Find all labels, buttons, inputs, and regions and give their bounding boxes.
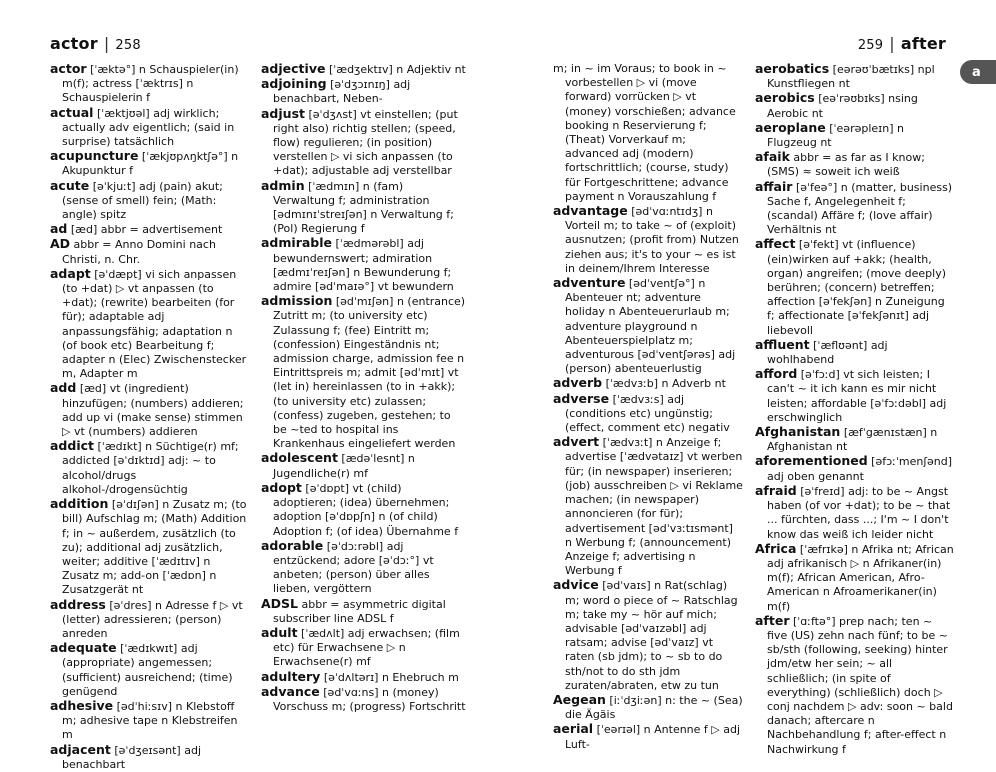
entry-definition: [əˈdʌltərɪ] n Ehebruch m xyxy=(320,670,459,684)
dictionary-entry xyxy=(553,392,743,436)
headword: aerobics xyxy=(755,90,815,106)
header-separator-left: | xyxy=(103,34,110,53)
entry-definition: [ˈæktə°] n Schauspieler(in) m(f); actress [ˈæktrɪs] n Schauspielerin f xyxy=(62,63,239,105)
column-2 xyxy=(261,62,466,714)
dictionary-entry xyxy=(261,685,466,714)
dictionary-entry xyxy=(261,62,466,77)
headword: actor xyxy=(50,61,87,76)
entry-definition: [əˈdres] n Adresse f ▷ vt (letter) adressieren; (person) anreden xyxy=(62,598,243,640)
headword: adventure xyxy=(553,275,626,291)
dictionary-entry xyxy=(261,626,466,670)
entry-definition: [eəˈrəʊbɪks] nsing Aerobic nt xyxy=(767,92,918,120)
dictionary-entry xyxy=(755,484,955,542)
headword: affect xyxy=(755,236,796,252)
entry-definition: [əˈdɪʃən] n Zusatz m; (to bill) Aufschlag m; (Math) Addition f; in ~ außerdem, zusätzlich (to zu); additional adj zusätzlich, weiter; additive [ˈædɪtɪv] n Zusatz m; add-on [ˈædɒn] n Zusatzgerät nt xyxy=(62,498,247,597)
headword: aerobatics xyxy=(755,61,830,76)
headword: acute xyxy=(50,177,90,193)
dictionary-entry xyxy=(261,539,466,597)
entry-definition: [ˈædʒektɪv] n Adjektiv nt xyxy=(325,63,466,76)
headword: adapt xyxy=(50,265,91,281)
headword: Africa xyxy=(755,540,797,556)
entry-definition: [ˈædmərəbl] adj bewundernswert; admiration [ædmɪˈreɪʃən] n Bewunderung f; admire [ədˈmaɪə°] vt bewundern xyxy=(273,237,454,294)
dictionary-entry xyxy=(755,121,955,150)
thumb-index-tab[interactable]: a xyxy=(960,60,996,84)
headword: Aegean xyxy=(553,691,606,707)
headword: aerial xyxy=(553,721,594,737)
dictionary-entry xyxy=(755,614,955,757)
entry-definition: [æfˈgænɪstæn] n Afghanistan nt xyxy=(767,426,938,454)
entry-definition: [ˈeərɪəl] n Antenne f ▷ adj Luft- xyxy=(565,723,741,751)
dictionary-entry xyxy=(755,237,955,337)
header-separator-right: | xyxy=(889,34,895,53)
entry-definition: [ˈædvɜːs] adj (conditions etc) ungünstig; (effect, comment etc) negativ xyxy=(565,392,730,435)
entry-definition: [ˈædʌlt] adj erwachsen; (film etc) für Erwachsene ▷ n Erwachsene(r) mf xyxy=(273,626,460,669)
dictionary-entry xyxy=(261,294,466,451)
dictionary-entry xyxy=(261,670,466,685)
dictionary-entry xyxy=(553,204,743,276)
dictionary-entry xyxy=(755,338,955,367)
headword: adolescent xyxy=(261,450,338,466)
headword: admission xyxy=(261,293,333,309)
entry-definition: [ədˈventʃə°] n Abenteuer nt; adventure holiday n Abenteuerurlaub m; adventure playground n Abenteuerspielplatz m; adventurous [ədˈventʃərəs] adj (person) abenteuerlustig xyxy=(565,277,736,376)
headword: adjective xyxy=(261,61,326,76)
dictionary-entry xyxy=(261,236,466,294)
dictionary-entry xyxy=(553,376,743,391)
headword: acupuncture xyxy=(50,148,139,164)
dictionary-entry xyxy=(755,367,955,425)
guide-word-left: actor xyxy=(50,34,98,53)
column-3 xyxy=(553,62,743,752)
dictionary-entry xyxy=(50,237,250,266)
entry-definition: [əˈfɔːd] vt sich leisten; I can't ~ it ich kann es mir nicht leisten; affordable [əˈfɔːdəbl] adj erschwinglich xyxy=(767,368,947,424)
entry-definition: [ədˈvɑːntɪdʒ] n Vorteil m; to take ~ of (exploit) ausnutzen; (profit from) Nutzen ziehen aus; it's to your ~ es ist in deinem/Ihrem Interesse xyxy=(565,205,739,275)
headword: adequate xyxy=(50,640,117,656)
headword: actual xyxy=(50,104,94,120)
dictionary-entry xyxy=(50,106,250,150)
dictionary-entry xyxy=(50,699,250,743)
entry-definition: [əˈdɒpt] vt (child) adoptieren; (idea) übernehmen; adoption [əˈdɒpʃn] n (of child) Adoption f; (of idea) Übernahme f xyxy=(273,481,459,538)
entry-definition: [ədˈvɑːns] n (money) Vorschuss m; (progress) Fortschritt xyxy=(273,685,466,713)
dictionary-entry xyxy=(50,149,250,178)
dictionary-entry xyxy=(261,481,466,539)
dictionary-entry xyxy=(261,107,466,179)
dictionary-entry xyxy=(50,179,250,223)
dictionary-entry xyxy=(755,62,955,91)
entry-definition: abbr = as far as I know; (SMS) ≈ soweit ich weiß xyxy=(767,151,925,179)
entry-definition: abbr = asymmetric digital subscriber line ADSL f xyxy=(273,597,446,625)
entry-definition: [ˈækjʊpʌŋktʃə°] n Akupunktur f xyxy=(62,150,239,178)
entry-definition: [ˈɑːftə°] prep nach; ten ~ five (US) zehn nach fünf; to be ~ sb/sth (following, seeking) hinter jdm/etw her sein; ~ all schließlich; (in spite of everything) (schließlich) doch ▷ conj nachdem ▷ adv: soon ~ bald danach; aftercare n Nachbehandlung f; after-effect n Nachwirkung f xyxy=(767,614,953,756)
page-number-left: 258 xyxy=(115,38,141,53)
dictionary-entry xyxy=(755,454,955,483)
entry-definition: [əˈdʒʌst] vt einstellen; (put right also) richtig stellen; (speed, flow) regulieren; (in position) verstellen ▷ vi sich anpassen (to +dat); adjustable adj verstellbar xyxy=(273,107,458,178)
headword: adorable xyxy=(261,537,324,553)
headword: add xyxy=(50,380,77,396)
dictionary-entry xyxy=(755,542,955,614)
entry-definition: m; in ~ im Voraus; to book in ~ vorbestellen ▷ vi (move forward) vorrücken ▷ vt (money) vorschießen; advance booking n Reservierung f; (Theat) Vorverkauf m; advanced adj (modern) fortschrittlich; (course, study) für Fortgeschrittene; advance payment n Vorauszahlung f xyxy=(553,62,736,203)
dictionary-entry xyxy=(261,597,466,626)
headword: address xyxy=(50,596,106,612)
entry-definition: [əˈfeə°] n (matter, business) Sache f, Angelegenheit f; (scandal) Affäre f; (love affair) Verhältnis nt xyxy=(767,180,953,237)
dictionary-entry xyxy=(553,693,743,722)
headword: adjoining xyxy=(261,76,327,92)
page-header-left xyxy=(50,34,141,53)
entry-definition: [ˈædmɪn] n (fam) Verwaltung f; administration [ədmɪnɪˈstreɪʃən] n Verwaltung f; (Pol) Regierung f xyxy=(273,179,454,236)
headword: adjacent xyxy=(50,741,111,757)
headword: afraid xyxy=(755,482,797,498)
headword: adjust xyxy=(261,105,305,121)
entry-definition: [əˈfekt] vt (influence) (ein)wirken auf +akk; (health, organ) angreifen; (move deeply) berühren; (concern) betreffen; affection [əˈfekʃən] n Zuneigung f; affectionate [əˈfekʃənɪt] adj liebevoll xyxy=(767,238,947,337)
headword: addict xyxy=(50,438,95,454)
dictionary-entry xyxy=(553,722,743,751)
headword: afaik xyxy=(755,149,790,165)
headword: advance xyxy=(261,683,320,699)
guide-word-right: after xyxy=(900,34,946,53)
entry-definition: [æd] vt (ingredient) hinzufügen; (numbers) addieren; add up vi (make sense) stimmen ▷ vt (numbers) addieren xyxy=(62,382,244,439)
headword: after xyxy=(755,612,790,628)
headword: aeroplane xyxy=(755,119,826,135)
page-number-right: 259 xyxy=(857,38,884,53)
headword: adultery xyxy=(261,668,321,684)
headword: addition xyxy=(50,496,109,512)
entry-definition: abbr = Anno Domini nach Christi, n. Chr. xyxy=(62,238,216,266)
entry-definition: [əfɔːˈmenʃənd] adj oben genannt xyxy=(767,455,953,483)
dictionary-entry xyxy=(755,180,955,238)
dictionary-entry xyxy=(755,91,955,120)
headword: affluent xyxy=(755,336,810,352)
dictionary-entry xyxy=(50,641,250,699)
entry-definition: [ˈædɪkt] n Süchtige(r) mf; addicted [əˈdɪktɪd] adj: ~ to alcohol/drugs alkohol-/drogensüchtig xyxy=(62,440,239,496)
column-4 xyxy=(755,62,955,757)
headword: advert xyxy=(553,434,600,450)
headword: advice xyxy=(553,577,599,593)
headword: ad xyxy=(50,221,68,237)
dictionary-entry xyxy=(755,150,955,179)
entry-definition: [iːˈdʒiːən] n: the ~ (Sea) die Ägäis xyxy=(565,693,743,722)
entry-definition: [ˈæktjʊəl] adj wirklich; actually adv eigentlich; (said in surprise) tatsächlich xyxy=(62,106,235,149)
dictionary-entry xyxy=(553,276,743,376)
entry-definition: [əˈdʒɔɪnɪŋ] adj benachbart, Neben- xyxy=(273,78,411,106)
dictionary-entry xyxy=(50,222,250,237)
dictionary-entry xyxy=(50,743,250,772)
headword: affair xyxy=(755,178,793,194)
headword: ADSL xyxy=(261,595,299,611)
entry-definition: [æd] abbr = advertisement xyxy=(67,223,223,237)
dictionary-entry xyxy=(261,77,466,106)
entry-definition: [ædəˈlesnt] n Jugendliche(r) mf xyxy=(273,452,415,480)
dictionary-entry xyxy=(755,425,955,454)
headword: adhesive xyxy=(50,697,114,713)
dictionary-entry xyxy=(553,435,743,578)
headword: adverse xyxy=(553,390,610,406)
dictionary-entry xyxy=(553,578,743,693)
headword: admirable xyxy=(261,235,333,251)
dictionary-entry xyxy=(50,267,250,382)
dictionary-entry xyxy=(553,62,743,204)
headword: adopt xyxy=(261,479,302,495)
dictionary-entry xyxy=(50,381,250,439)
headword: adult xyxy=(261,624,298,640)
headword: adverb xyxy=(553,375,603,391)
entry-definition: [əˈdɔːrəbl] adj entzückend; adore [əˈdɔː°] vt anbeten; (person) über alles lieben, vergöttern xyxy=(273,539,434,596)
dictionary-entry xyxy=(50,598,250,642)
entry-definition: [ədˈvaɪs] n Rat(schlag) m; word o piece of ~ Ratschlag m; take my ~ hör auf mich; advisable [ədˈvaɪzəbl] adj ratsam; advise [ədˈvaɪz] vt raten (sb jdm); to ~ sb to do sth/not to do sth jdm zuraten/abraten, etw zu tun xyxy=(565,579,738,692)
entry-definition: [əˈkjuːt] adj (pain) akut; (sense of smell) fein; (Math: angle) spitz xyxy=(62,179,223,222)
headword: Afghanistan xyxy=(755,424,841,440)
headword: AD xyxy=(50,236,71,252)
entry-definition: [ˈæfrɪkə] n Afrika nt; African adj afrikanisch ▷ n Afrikaner(in) m(f); African American, Afro-American n Afroamerikaner(in) m(f) xyxy=(767,542,954,613)
entry-definition: [ədˈhiːsɪv] n Klebstoff m; adhesive tape n Klebstreifen m xyxy=(62,699,238,742)
entry-definition: [əˈfreɪd] adj: to be ~ Angst haben (of vor +dat); to be ~ that ... fürchten, dass ...; I'm ~ I don't know das weiß ich leider nicht xyxy=(767,484,951,541)
headword: afford xyxy=(755,366,798,382)
headword: admin xyxy=(261,177,305,193)
entry-definition: [ˈeərəpleɪn] n Flugzeug nt xyxy=(767,121,904,150)
entry-definition: [ˈæflʊənt] adj wohlhabend xyxy=(767,338,888,367)
dictionary-entry xyxy=(261,179,466,237)
page-header-right xyxy=(858,34,946,53)
entry-definition: [ˈædɪkwɪt] adj (appropriate) angemessen; (sufficient) ausreichend; (time) genügend xyxy=(62,642,233,698)
headword: aforementioned xyxy=(755,453,868,469)
dictionary-entry xyxy=(50,62,250,106)
entry-definition: [ˈædvɜːt] n Anzeige f; advertise [ˈædvətaɪz] vt werben für; (in newspaper) inserieren; (job) ausschreiben ▷ vi Reklame machen; (in newspaper) annoncieren (for für); advertisement [ədˈvɜːtɪsmənt] n Werbung f; (announcement) Anzeige f; advertising n Werbung f xyxy=(565,436,743,578)
dictionary-entry xyxy=(50,439,250,497)
entry-definition: [əˈdæpt] vi sich anpassen (to +dat) ▷ vt anpassen (to +dat); (rewrite) bearbeiten (for für); adaptable adj anpassungsfähig; adaptation n (of book etc) Bearbeitung f; adapter n (Elec) Zwischenstecker m, Adapter m xyxy=(62,267,247,381)
entry-definition: [ˈædvɜːb] n Adverb nt xyxy=(602,377,726,391)
dictionary-entry xyxy=(261,451,466,480)
column-1 xyxy=(50,62,250,772)
entry-definition: [eərəʊˈbætɪks] npl Kunstfliegen nt xyxy=(767,63,935,91)
entry-definition: [ədˈmɪʃən] n (entrance) Zutritt m; (to university etc) Zulassung f; (fee) Eintritt m; (confession) Eingeständnis nt; admission charge, admission fee n Eintrittspreis m; admit [ədˈmɪt] vt (let in) hereinlassen (to in +akk); (to university etc) zulassen; (confess) zugeben, gestehen; to be ~ted to hospital ins Krankenhaus eingeliefert werden xyxy=(273,295,466,451)
headword: advantage xyxy=(553,203,628,219)
dictionary-entry xyxy=(50,497,250,597)
entry-definition: [əˈdʒeɪsənt] adj benachbart xyxy=(62,743,201,771)
